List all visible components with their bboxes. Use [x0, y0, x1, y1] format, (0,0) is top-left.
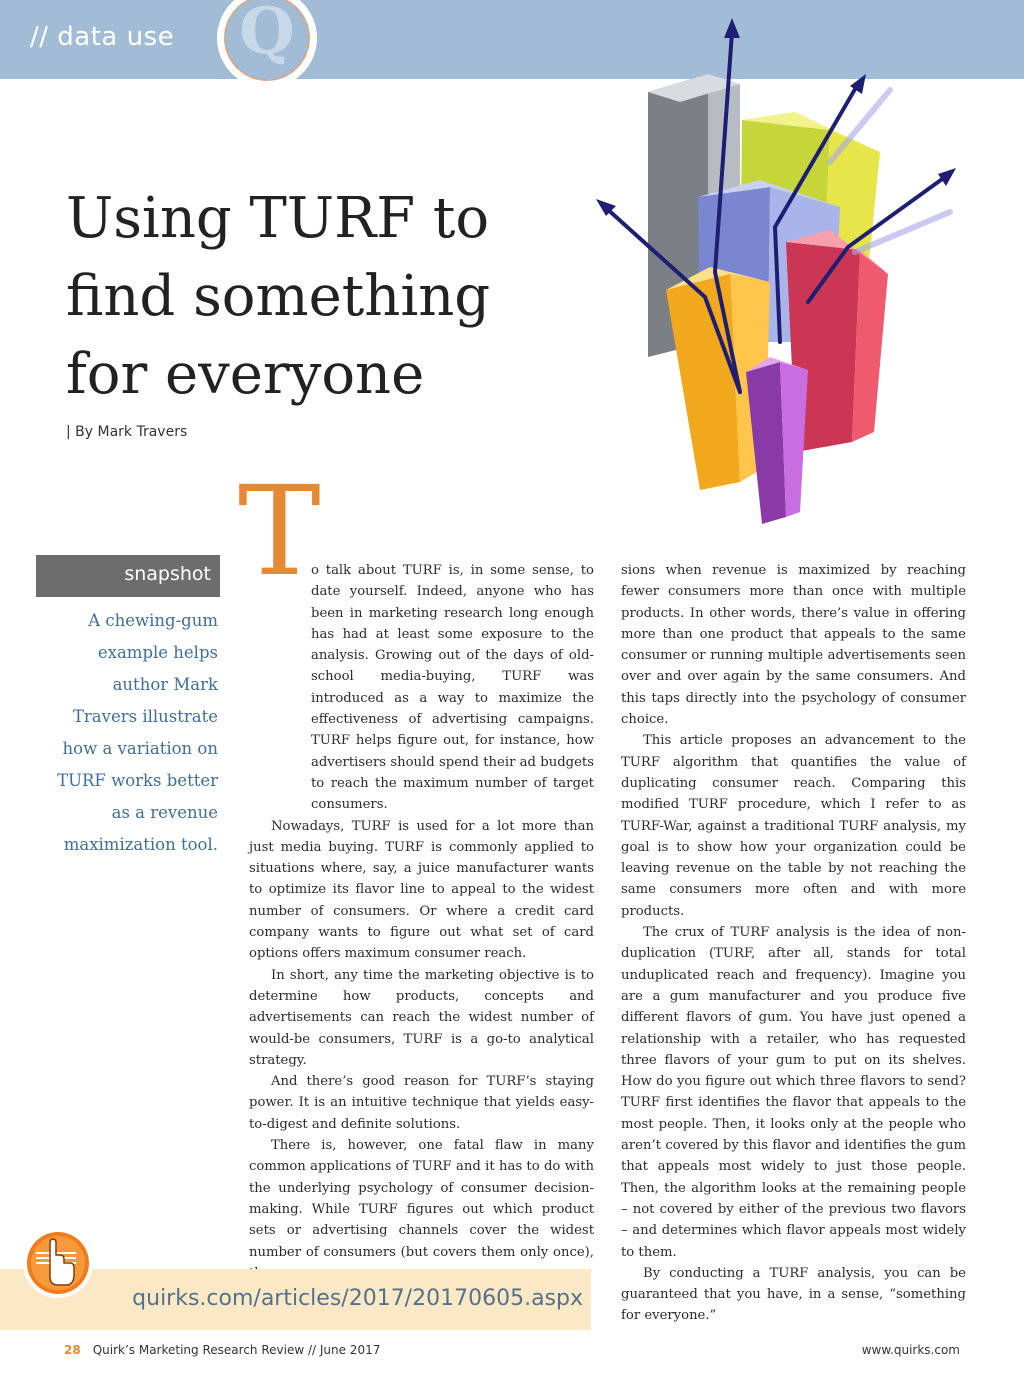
paragraph: By conducting a TURF analysis, you can be guaranteed that you have, in a sense, “something for everyone.”: [621, 1265, 966, 1324]
body-column-1: [249, 560, 594, 1284]
footer-publication: [64, 1343, 380, 1357]
body-column-2: [621, 560, 966, 1327]
paragraph: The crux of TURF analysis is the idea of non-duplication (TURF, after all, stands for total unduplicated reach and frequency). Imagine you are a gum manufacturer and you produce five different flavors of gum. You have just opened a relationship with a retailer, who has requested three flavors of your gum to put on its shelves. How do you figure out which three flavors to send? TURF first identifies the flavor that appeals to the most people. Then, it looks only at the people who aren’t covered by this flavor and identifies the gum that appeals most widely to just those people. Then, the algorithm looks at the remaining people – not covered by either of the previous two flavors – and determines which flavor appeals most widely to them.: [621, 925, 966, 1260]
page-number: 28: [64, 1343, 81, 1357]
snapshot-label: snapshot: [124, 563, 211, 585]
paragraph: Nowadays, TURF is used for a lot more than just media buying. TURF is commonly applied to situations where, say, a juice manufacturer wants to optimize its flavor line to appeal to the widest number of consumers. Or where a credit card company wants to figure out what set of card options offers maximum consumer reach.: [249, 818, 594, 962]
snapshot-summary: A chewing-gum example helps author Mark Travers illustrate how a variation on TURF works better as a revenue maximization tool.: [57, 611, 218, 854]
bar-burst-illustration: [590, 12, 980, 532]
snapshot-header: [36, 555, 220, 597]
footer-website[interactable]: www.quirks.com: [861, 1343, 960, 1357]
article-title: Using TURF to find something for everyone: [66, 186, 491, 407]
paragraph: o talk about TURF is, in some sense, to date yourself. Indeed, anyone who has been in marketing research long enough has had at least some exposure to the analysis. Growing out of the days of old-school media-buying, TURF was introduced as a way to maximize the effectiveness of advertising campaigns. TURF helps figure out, for instance, how advertisers should spend their ad budgets to reach the maximum number of target consumers.: [311, 563, 594, 813]
byline: | By Mark Travers: [66, 424, 188, 440]
paragraph: There is, however, one fatal flaw in many common applications of TURF and it has to do with the underlying psychology of consumer decision-making. While TURF figures out which product sets or advertising channels cover the widest number of consumers (but covers them only once),: [249, 1138, 594, 1260]
publication-name: Quirk’s Marketing Research Review // June 2017: [92, 1343, 381, 1357]
paragraph: This article proposes an advancement to the TURF algorithm that quantifies the value of duplicating consumer reach. Comparing this modified TURF procedure, which I refer to as TURF-War, against a traditional TURF analysis, my goal is to show how your organization could be leaving revenue on the table by not reaching the same consumers more often and with more products.: [621, 733, 966, 919]
paragraph: sions when revenue is maximized by reaching fewer consumers more than once with multiple products. In other words, there’s value in offering more than one product that appeals to the same consumer or running multiple advertisements seen over and over again by the same consumers. And this taps directly into the psychology of consumer choice.: [621, 563, 966, 728]
drop-cap: T: [238, 460, 321, 604]
section-label: // data use: [30, 22, 175, 52]
paragraph: And there’s good reason for TURF’s staying power. It is an intuitive technique that yields easy-to-digest and definite solutions.: [249, 1074, 594, 1132]
article-url-link[interactable]: quirks.com/articles/2017/20170605.aspx: [132, 1286, 583, 1311]
q-badge-letter: Q: [239, 0, 295, 69]
pointing-hand-icon[interactable]: [20, 1225, 96, 1301]
paragraph: In short, any time the marketing objective is to determine how products, concepts and advertisements can reach the widest number of would-be consumers, TURF is a go-to analytical strategy.: [249, 967, 594, 1068]
